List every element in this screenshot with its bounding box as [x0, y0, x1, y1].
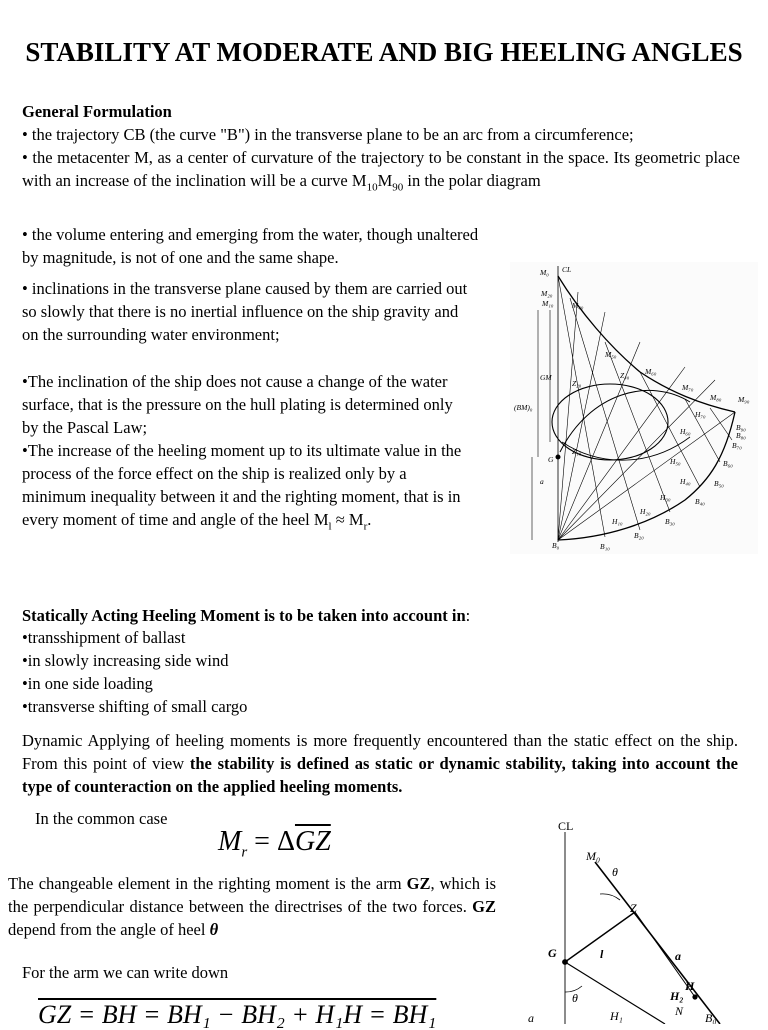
bullet-metacenter-mid: M [377, 171, 393, 190]
common-intro: In the common case [35, 809, 168, 828]
svg-text:M₉₀: M₉₀ [738, 395, 750, 404]
svg-text:M₈₀: M₈₀ [710, 393, 722, 402]
svg-text:B₈₀: B₈₀ [736, 431, 746, 440]
arm-post: depend from the angle of heel [8, 920, 210, 939]
arm-gz2: GZ [472, 897, 496, 916]
svg-text:M₅₀: M₅₀ [605, 350, 617, 359]
svg-text:(BM)₀: (BM)₀ [514, 403, 533, 412]
dynamic-paragraph [22, 729, 738, 798]
svg-text:CL: CL [558, 819, 574, 833]
svg-text:H₁: H₁ [610, 1009, 623, 1023]
svg-text:M₂₀: M₂₀ [541, 289, 553, 298]
svg-text:l: l [600, 947, 604, 961]
svg-text:Z₁₀: Z₁₀ [572, 447, 582, 456]
svg-text:a: a [528, 1011, 534, 1024]
bullet-heeling-end: . [367, 510, 372, 529]
svg-text:B₀: B₀ [705, 1011, 717, 1024]
dynamic-text: Dynamic Applying of heeling moments is more frequently encountered than the static effect on the ship. From this point of view [22, 731, 738, 773]
bullet-trajectory: • the trajectory CB (the curve "B") in the transverse plane to be an arc from a circumference; [22, 125, 634, 144]
eq-equals: = Δ [247, 826, 295, 857]
bullet-metacenter-sub1: 10 [366, 181, 378, 194]
arm-pre: The changeable element in the righting moment is the arm [8, 874, 407, 893]
bullet-heeling-pre: •The increase of the heeling moment up to its ultimate value in the process of the force effect on the ship is realized only by a minimum inequality between it and the righting moment, that is in every moment of time and angle of the heel M [22, 441, 462, 529]
arm-write-down: For the arm we can write down [22, 963, 229, 982]
equation-arm: GZ = BH = BH₁ − BH₂ + H₁H = BH₁ [38, 1000, 437, 1029]
bullet-heeling-sub1: l [328, 520, 332, 533]
static-heading [22, 604, 470, 627]
svg-text:H₃₀: H₃₀ [660, 493, 671, 502]
svg-text:B₀: B₀ [552, 541, 560, 550]
svg-text:B₅₀: B₅₀ [714, 479, 724, 488]
svg-text:M₀: M₀ [540, 268, 549, 277]
arm-gz1: GZ [406, 874, 431, 893]
svg-text:GM: GM [540, 373, 552, 382]
svg-text:N: N [675, 1004, 684, 1018]
bullet-heeling-sub2: r [363, 520, 368, 533]
bullet-inclinations: • inclinations in the transverse plane caused by them are carried out so slowly that there is no inertial influence on the ship gravity and on the surrounding water environment; [22, 279, 468, 344]
svg-text:H₁₀: H₁₀ [612, 517, 623, 526]
static-list [22, 626, 247, 718]
arm-paragraph [8, 872, 496, 941]
polar-diagram-figure [510, 262, 758, 554]
svg-text:H₄₀: H₄₀ [680, 477, 691, 486]
bullet-metacenter-sub2: 90 [392, 181, 404, 194]
static-item-loading: •in one side loading [22, 674, 153, 693]
svg-text:M₇₀: M₇₀ [682, 383, 694, 392]
general-heading-text: General Formulation [22, 102, 172, 121]
arm-mid: , which is the perpendicular distance between the directrises of the two forces. [8, 874, 496, 916]
svg-text:CL: CL [562, 265, 572, 274]
svg-text:H: H [685, 979, 695, 993]
svg-text:H₂: H₂ [670, 989, 684, 1003]
static-item-ballast: •transshipment of ballast [22, 628, 186, 647]
svg-text:B₉₀: B₉₀ [736, 423, 746, 432]
bullet-water-surface: •The inclination of the ship does not cause a change of the water surface, that is the pressure on the hull plating is determined only by the Pascal Law; [22, 372, 453, 437]
svg-text:Z₄₀: Z₄₀ [620, 371, 630, 380]
eq-sub: r [241, 844, 248, 861]
arm-theta: θ [209, 920, 219, 939]
eq-lhs: M [218, 826, 242, 857]
svg-text:M₄₀: M₄₀ [572, 301, 584, 310]
bullet-heeling-increase [22, 439, 462, 538]
bullet-heeling-mid: ≈ M [331, 510, 364, 529]
dynamic-bold: the stability is defined as static or dynamic stability, taking into account the type of counteraction on the applied heeling moments. [22, 754, 738, 796]
svg-text:G: G [548, 455, 554, 464]
static-heading-colon: : [465, 606, 471, 625]
static-item-cargo: •transverse shifting of small cargo [22, 697, 248, 716]
svg-text:B₆₀: B₆₀ [723, 459, 733, 468]
svg-text:B₂₀: B₂₀ [634, 531, 644, 540]
equation-righting-moment [218, 826, 331, 862]
svg-text:a: a [675, 949, 681, 963]
static-heading-text: Statically Acting Heeling Moment is to be taken into account in [22, 606, 466, 625]
svg-text:B₇₀: B₇₀ [732, 441, 742, 450]
svg-text:H₅₀: H₅₀ [670, 457, 681, 466]
svg-text:B₁₀: B₁₀ [600, 542, 610, 551]
svg-text:H₆₀: H₆₀ [680, 427, 691, 436]
svg-text:θ: θ [572, 991, 578, 1005]
svg-text:a: a [540, 477, 544, 486]
svg-text:M₆₀: M₆₀ [645, 367, 657, 376]
svg-text:H₂₀: H₂₀ [640, 507, 651, 516]
page-title: STABILITY AT MODERATE AND BIG HEELING ANGLES [25, 37, 743, 67]
svg-text:Z: Z [630, 901, 637, 915]
svg-text:θ: θ [612, 865, 618, 879]
static-item-wind: •in slowly increasing side wind [22, 651, 229, 670]
bullet-metacenter [22, 146, 740, 199]
svg-text:G: G [548, 946, 557, 960]
svg-text:M₁₀: M₁₀ [542, 299, 554, 308]
general-heading [22, 100, 172, 123]
svg-text:B₃₀: B₃₀ [665, 517, 675, 526]
svg-text:M₀: M₀ [586, 849, 601, 863]
svg-text:Z₂₀: Z₂₀ [572, 379, 582, 388]
svg-text:H₇₀: H₇₀ [695, 410, 706, 419]
eq-gz: $\overline{GZ}$ [294, 826, 331, 857]
svg-text:B₄₀: B₄₀ [695, 497, 705, 506]
bullet-metacenter-post: in the polar diagram [403, 171, 541, 190]
heel-arm-figure [520, 812, 760, 1024]
bullet-metacenter-pre: • the metacenter M, as a center of curvature of the trajectory to be constant in the space. Its geometric place with an increase of the inclination will be a curve M [22, 148, 740, 190]
bullet-volume: • the volume entering and emerging from the water, though unaltered by magnitude, is not of one and the same shape. [22, 225, 479, 267]
